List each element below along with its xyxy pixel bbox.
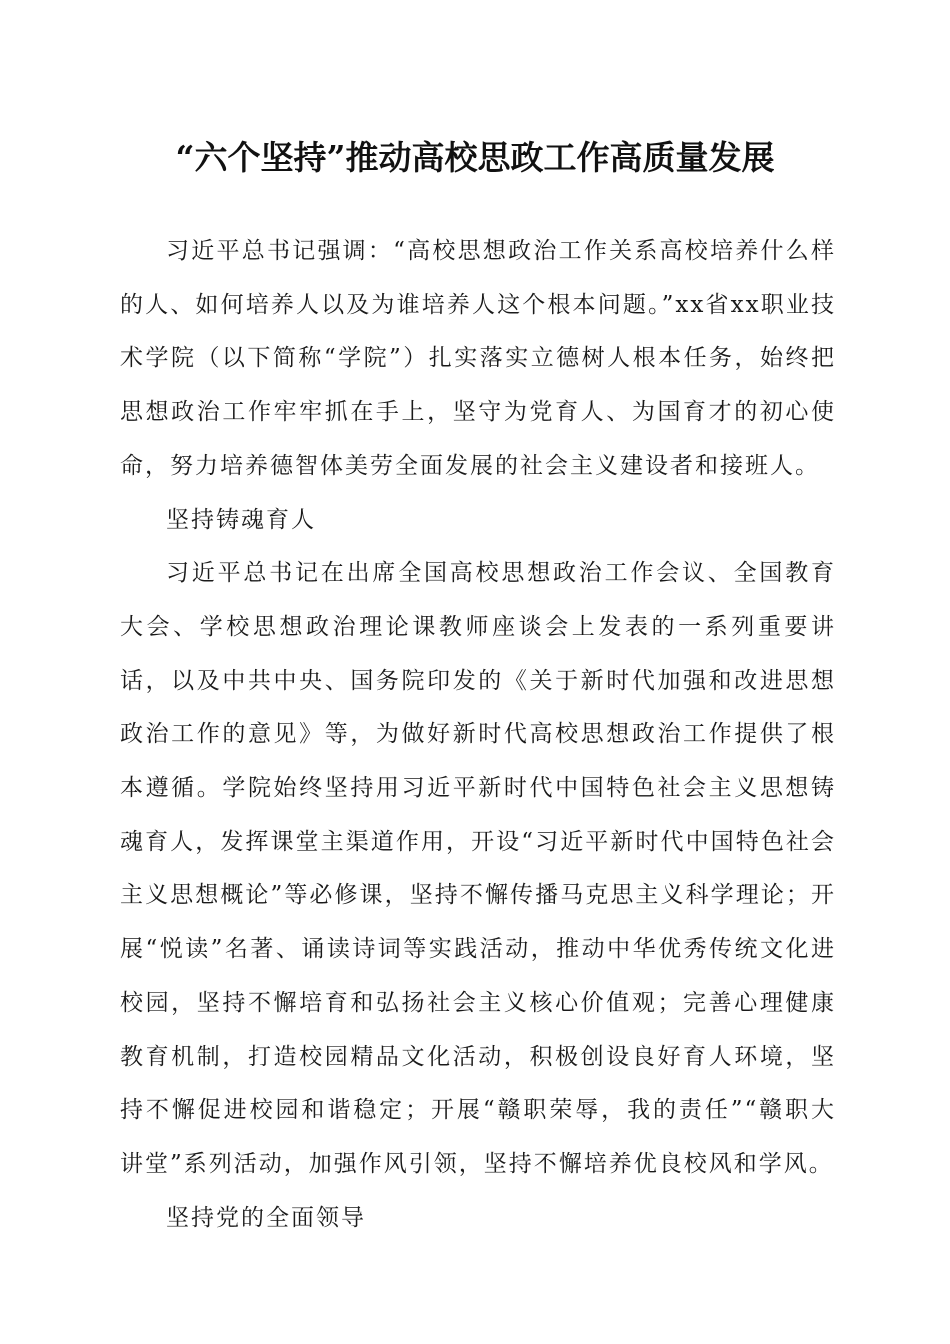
section-heading-1: 坚持铸魂育人	[166, 506, 316, 533]
document-body	[120, 225, 836, 1245]
section-1-paragraph: 习近平总书记在出席全国高校思想政治工作会议、全国教育大会、学校思想政治理论课教师座谈会上发表的一系列重要讲话，以及中共中央、国务院印发的《关于新时代加强和改进思想政治工作的意见》等，为做好新时代高校思想政治工作提供了根本遵循。学院始终坚持用习近平新时代中国特色社会主义思想铸魂育人，发挥课堂主渠道作用，开设“习近平新时代中国特色社会主义思想概论”等必修课，坚持不懈传播马克思主义科学理论；开展“悦读”名著、诵读诗词等实践活动，推动中华优秀传统文化进校园，坚持不懈培育和弘扬社会主义核心价值观；完善心理健康教育机制，打造校园精品文化活动，积极创设良好育人环境，坚持不懈促进校园和谐稳定；开展“赣职荣辱，我的责任”“赣职大讲堂”系列活动，加强作风引领，坚持不懈培养优良校风和学风。	[120, 560, 836, 1177]
document-title: “六个坚持”推动高校思政工作高质量发展	[175, 138, 775, 177]
intro-paragraph: 习近平总书记强调：“高校思想政治工作关系高校培养什么样的人、如何培养人以及为谁培养人这个根本问题。”xx省xx职业技术学院（以下简称“学院”）扎实落实立德树人根本任务，始终把思想政治工作牢牢抓在手上，坚守为党育人、为国育才的初心使命，努力培养德智体美劳全面发展的社会主义建设者和接班人。	[120, 238, 836, 479]
section-heading-2: 坚持党的全面领导	[166, 1204, 366, 1231]
